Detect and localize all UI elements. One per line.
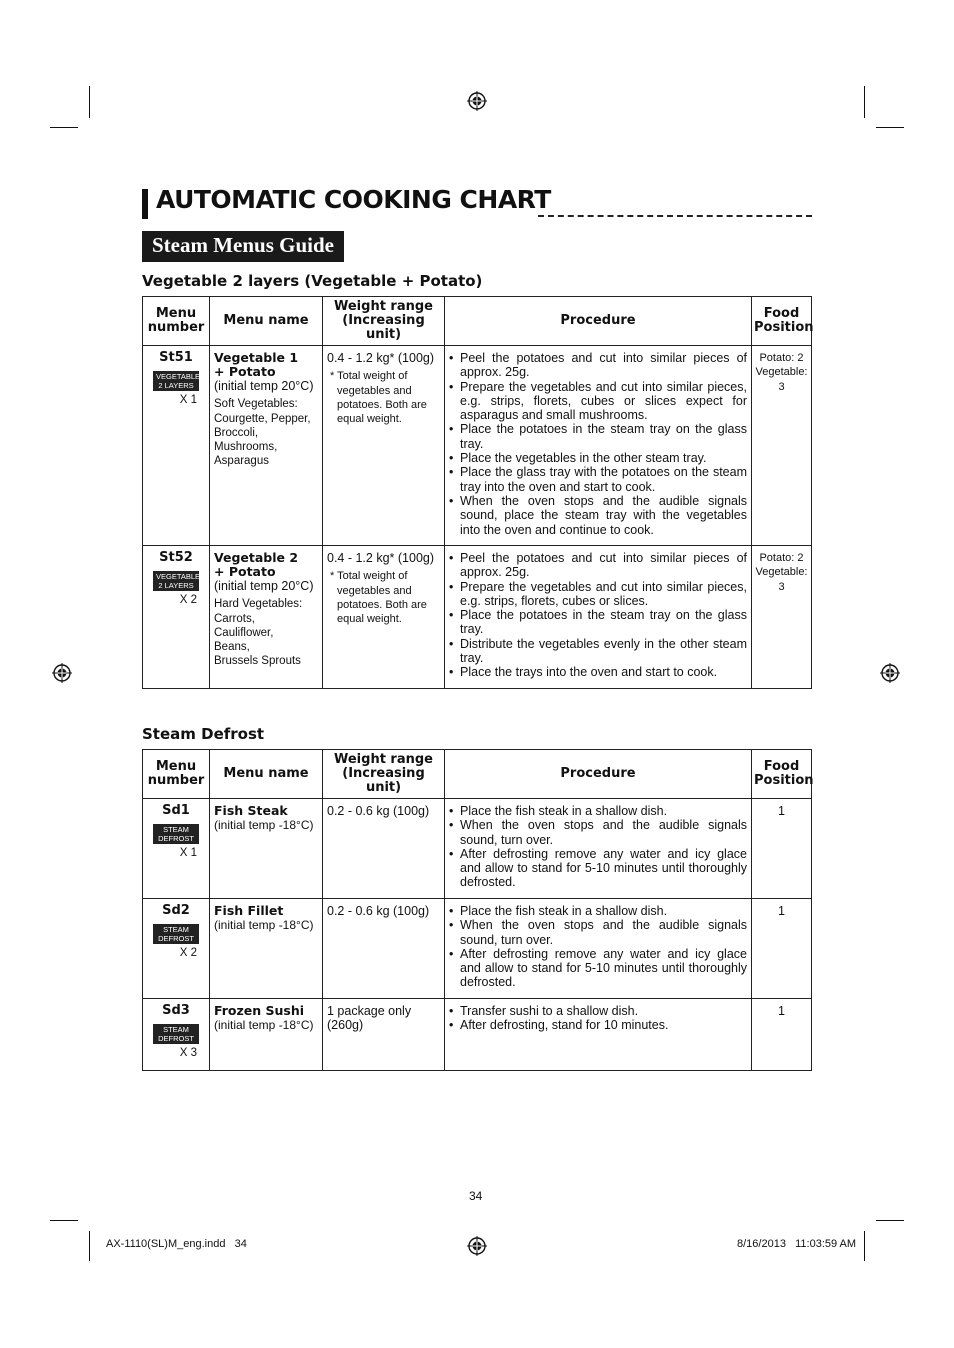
food-list: Soft Vegetables: Courgette, Pepper, Broccoli, Mushrooms, Asparagus	[214, 398, 311, 468]
food-position-cell: 1	[752, 799, 812, 899]
table-row	[143, 346, 812, 546]
table-row	[143, 899, 812, 999]
procedure-step: • After defrosting, stand for 10 minutes.	[449, 1018, 747, 1032]
crop-mark	[50, 127, 78, 128]
crop-mark	[89, 86, 90, 118]
menu-key-badge: VEGETABLE 2 LAYERS	[153, 571, 199, 591]
title-bar	[142, 189, 148, 219]
menu-code: Sd2	[162, 903, 190, 918]
menu-code: St52	[159, 550, 193, 565]
menu-number-cell	[143, 899, 210, 999]
food-position-cell: 1	[752, 999, 812, 1071]
table-header-row	[143, 297, 812, 346]
initial-temp: (initial temp -18°C)	[214, 918, 314, 932]
weight-cell	[323, 899, 445, 999]
file-name: AX-1110(SL)M_eng.indd 34	[106, 1238, 247, 1250]
procedure-step: • Place the trays into the oven and start to cook.	[449, 665, 747, 679]
menu-name-cell	[210, 899, 323, 999]
table-row	[143, 799, 812, 899]
procedure-step: • After defrosting remove any water and icy glace and allow to stand for 5-10 minutes until thoroughly defrosted.	[449, 847, 747, 890]
procedure-step: • When the oven stops and the audible signals sound, turn over.	[449, 918, 747, 947]
menu-number-cell	[143, 346, 210, 546]
registration-mark-icon	[467, 91, 487, 111]
weight-range: 0.2 - 0.6 kg (100g)	[327, 804, 430, 818]
menu-name-cell	[210, 799, 323, 899]
menu-code: St51	[159, 350, 193, 365]
vegetable-table	[142, 296, 812, 689]
procedure-cell	[445, 346, 752, 546]
table-header-row	[143, 750, 812, 799]
weight-cell	[323, 799, 445, 899]
procedure-step: • Distribute the vegetables evenly in the other steam tray.	[449, 637, 747, 666]
weight-range: 0.4 - 1.2 kg* (100g)	[327, 351, 435, 365]
menu-name: Frozen Sushi	[214, 1003, 305, 1018]
weight-cell	[323, 546, 445, 689]
print-timestamp: 8/16/2013 11:03:59 AM	[737, 1238, 857, 1250]
food-position-cell: Potato: 2 Vegetable: 3	[752, 346, 812, 546]
header-procedure: Procedure	[445, 297, 752, 346]
section-banner: Steam Menus Guide	[142, 231, 344, 262]
crop-mark	[864, 1231, 865, 1261]
page-title: AUTOMATIC COOKING CHART	[156, 185, 551, 214]
defrost-table	[142, 749, 812, 1071]
menu-key-badge: VEGETABLE 2 LAYERS	[153, 371, 199, 391]
menu-name: Vegetable 1 + Potato	[214, 350, 299, 379]
header-menu-name: Menu name	[210, 297, 323, 346]
procedure-step: • Prepare the vegetables and cut into similar pieces, e.g. strips, florets, cubes or slices expect for asparagus and small mushrooms.	[449, 380, 747, 423]
title-dashed-rule	[538, 215, 812, 217]
menu-code: Sd3	[162, 1003, 190, 1018]
initial-temp: (initial temp 20°C)	[214, 579, 314, 593]
procedure-cell	[445, 899, 752, 999]
menu-name: Fish Fillet	[214, 903, 284, 918]
weight-cell	[323, 346, 445, 546]
press-count: X 1	[179, 393, 197, 406]
table-row	[143, 546, 812, 689]
menu-number-cell	[143, 799, 210, 899]
procedure-step: • Peel the potatoes and cut into similar pieces of approx. 25g.	[449, 551, 747, 580]
weight-range: 0.4 - 1.2 kg* (100g)	[327, 551, 435, 565]
procedure-step: • Place the fish steak in a shallow dish.	[449, 804, 747, 818]
defrost-heading: Steam Defrost	[142, 725, 265, 743]
menu-name-cell	[210, 999, 323, 1071]
table-row	[143, 999, 812, 1071]
header-procedure: Procedure	[445, 750, 752, 799]
header-weight-range: Weight range (Increasing unit)	[323, 297, 445, 346]
procedure-step: • Place the fish steak in a shallow dish.	[449, 904, 747, 918]
procedure-step: • After defrosting remove any water and icy glace and allow to stand for 5-10 minutes until thoroughly defrosted.	[449, 947, 747, 990]
header-food-position: Food Position	[752, 297, 812, 346]
chart-title-row	[142, 185, 812, 219]
registration-mark-icon	[880, 663, 900, 683]
header-weight-range: Weight range (Increasing unit)	[323, 750, 445, 799]
procedure-step: • When the oven stops and the audible signals sound, turn over.	[449, 818, 747, 847]
procedure-step: • When the oven stops and the audible signals sound, place the steam tray with the vegetables into the oven and continue to cook.	[449, 494, 747, 537]
weight-range: 1 package only (260g)	[327, 1004, 412, 1033]
food-position-cell: 1	[752, 899, 812, 999]
header-menu-number: Menu number	[143, 297, 210, 346]
weight-range: 0.2 - 0.6 kg (100g)	[327, 904, 430, 918]
weight-cell	[323, 999, 445, 1071]
crop-mark	[89, 1231, 90, 1261]
menu-name-cell	[210, 346, 323, 546]
header-food-position: Food Position	[752, 750, 812, 799]
page-number: 34	[469, 1189, 483, 1203]
registration-mark-icon	[467, 1236, 487, 1256]
food-position-cell: Potato: 2 Vegetable: 3	[752, 546, 812, 689]
procedure-step: • Place the glass tray with the potatoes on the steam tray into the oven and start to cook.	[449, 465, 747, 494]
page-content	[142, 185, 812, 1071]
initial-temp: (initial temp -18°C)	[214, 818, 314, 832]
crop-mark	[876, 127, 904, 128]
procedure-cell	[445, 546, 752, 689]
press-count: X 3	[179, 1046, 197, 1059]
press-count: X 2	[179, 946, 197, 959]
initial-temp: (initial temp 20°C)	[214, 379, 314, 393]
menu-key-badge: STEAM DEFROST	[153, 1024, 199, 1044]
press-count: X 1	[179, 846, 197, 859]
procedure-cell	[445, 799, 752, 899]
menu-number-cell	[143, 546, 210, 689]
press-count: X 2	[179, 593, 197, 606]
crop-mark	[864, 86, 865, 118]
menu-code: Sd1	[162, 803, 190, 818]
procedure-step: • Peel the potatoes and cut into similar pieces of approx. 25g.	[449, 351, 747, 380]
weight-note: * Total weight of vegetables and potatoes. Both are equal weight.	[330, 570, 427, 626]
procedure-step: • Prepare the vegetables and cut into similar pieces, e.g. strips, florets, cubes or slices.	[449, 580, 747, 609]
food-list: Hard Vegetables: Carrots, Cauliflower, Beans, Brussels Sprouts	[214, 598, 303, 668]
weight-note: * Total weight of vegetables and potatoes. Both are equal weight.	[330, 370, 427, 426]
menu-key-badge: STEAM DEFROST	[153, 824, 199, 844]
initial-temp: (initial temp -18°C)	[214, 1018, 314, 1032]
procedure-cell	[445, 999, 752, 1071]
header-menu-number: Menu number	[143, 750, 210, 799]
menu-name: Vegetable 2 + Potato	[214, 550, 299, 579]
menu-number-cell	[143, 999, 210, 1071]
procedure-step: • Place the potatoes in the steam tray on the glass tray.	[449, 608, 747, 637]
menu-key-badge: STEAM DEFROST	[153, 924, 199, 944]
procedure-step: • Transfer sushi to a shallow dish.	[449, 1004, 747, 1018]
registration-mark-icon	[52, 663, 72, 683]
procedure-step: • Place the vegetables in the other steam tray.	[449, 451, 747, 465]
crop-mark	[876, 1220, 904, 1221]
header-menu-name: Menu name	[210, 750, 323, 799]
menu-name: Fish Steak	[214, 803, 288, 818]
crop-mark	[50, 1220, 78, 1221]
menu-name-cell	[210, 546, 323, 689]
vegetable-heading: Vegetable 2 layers (Vegetable + Potato)	[142, 272, 483, 290]
procedure-step: • Place the potatoes in the steam tray on the glass tray.	[449, 422, 747, 451]
